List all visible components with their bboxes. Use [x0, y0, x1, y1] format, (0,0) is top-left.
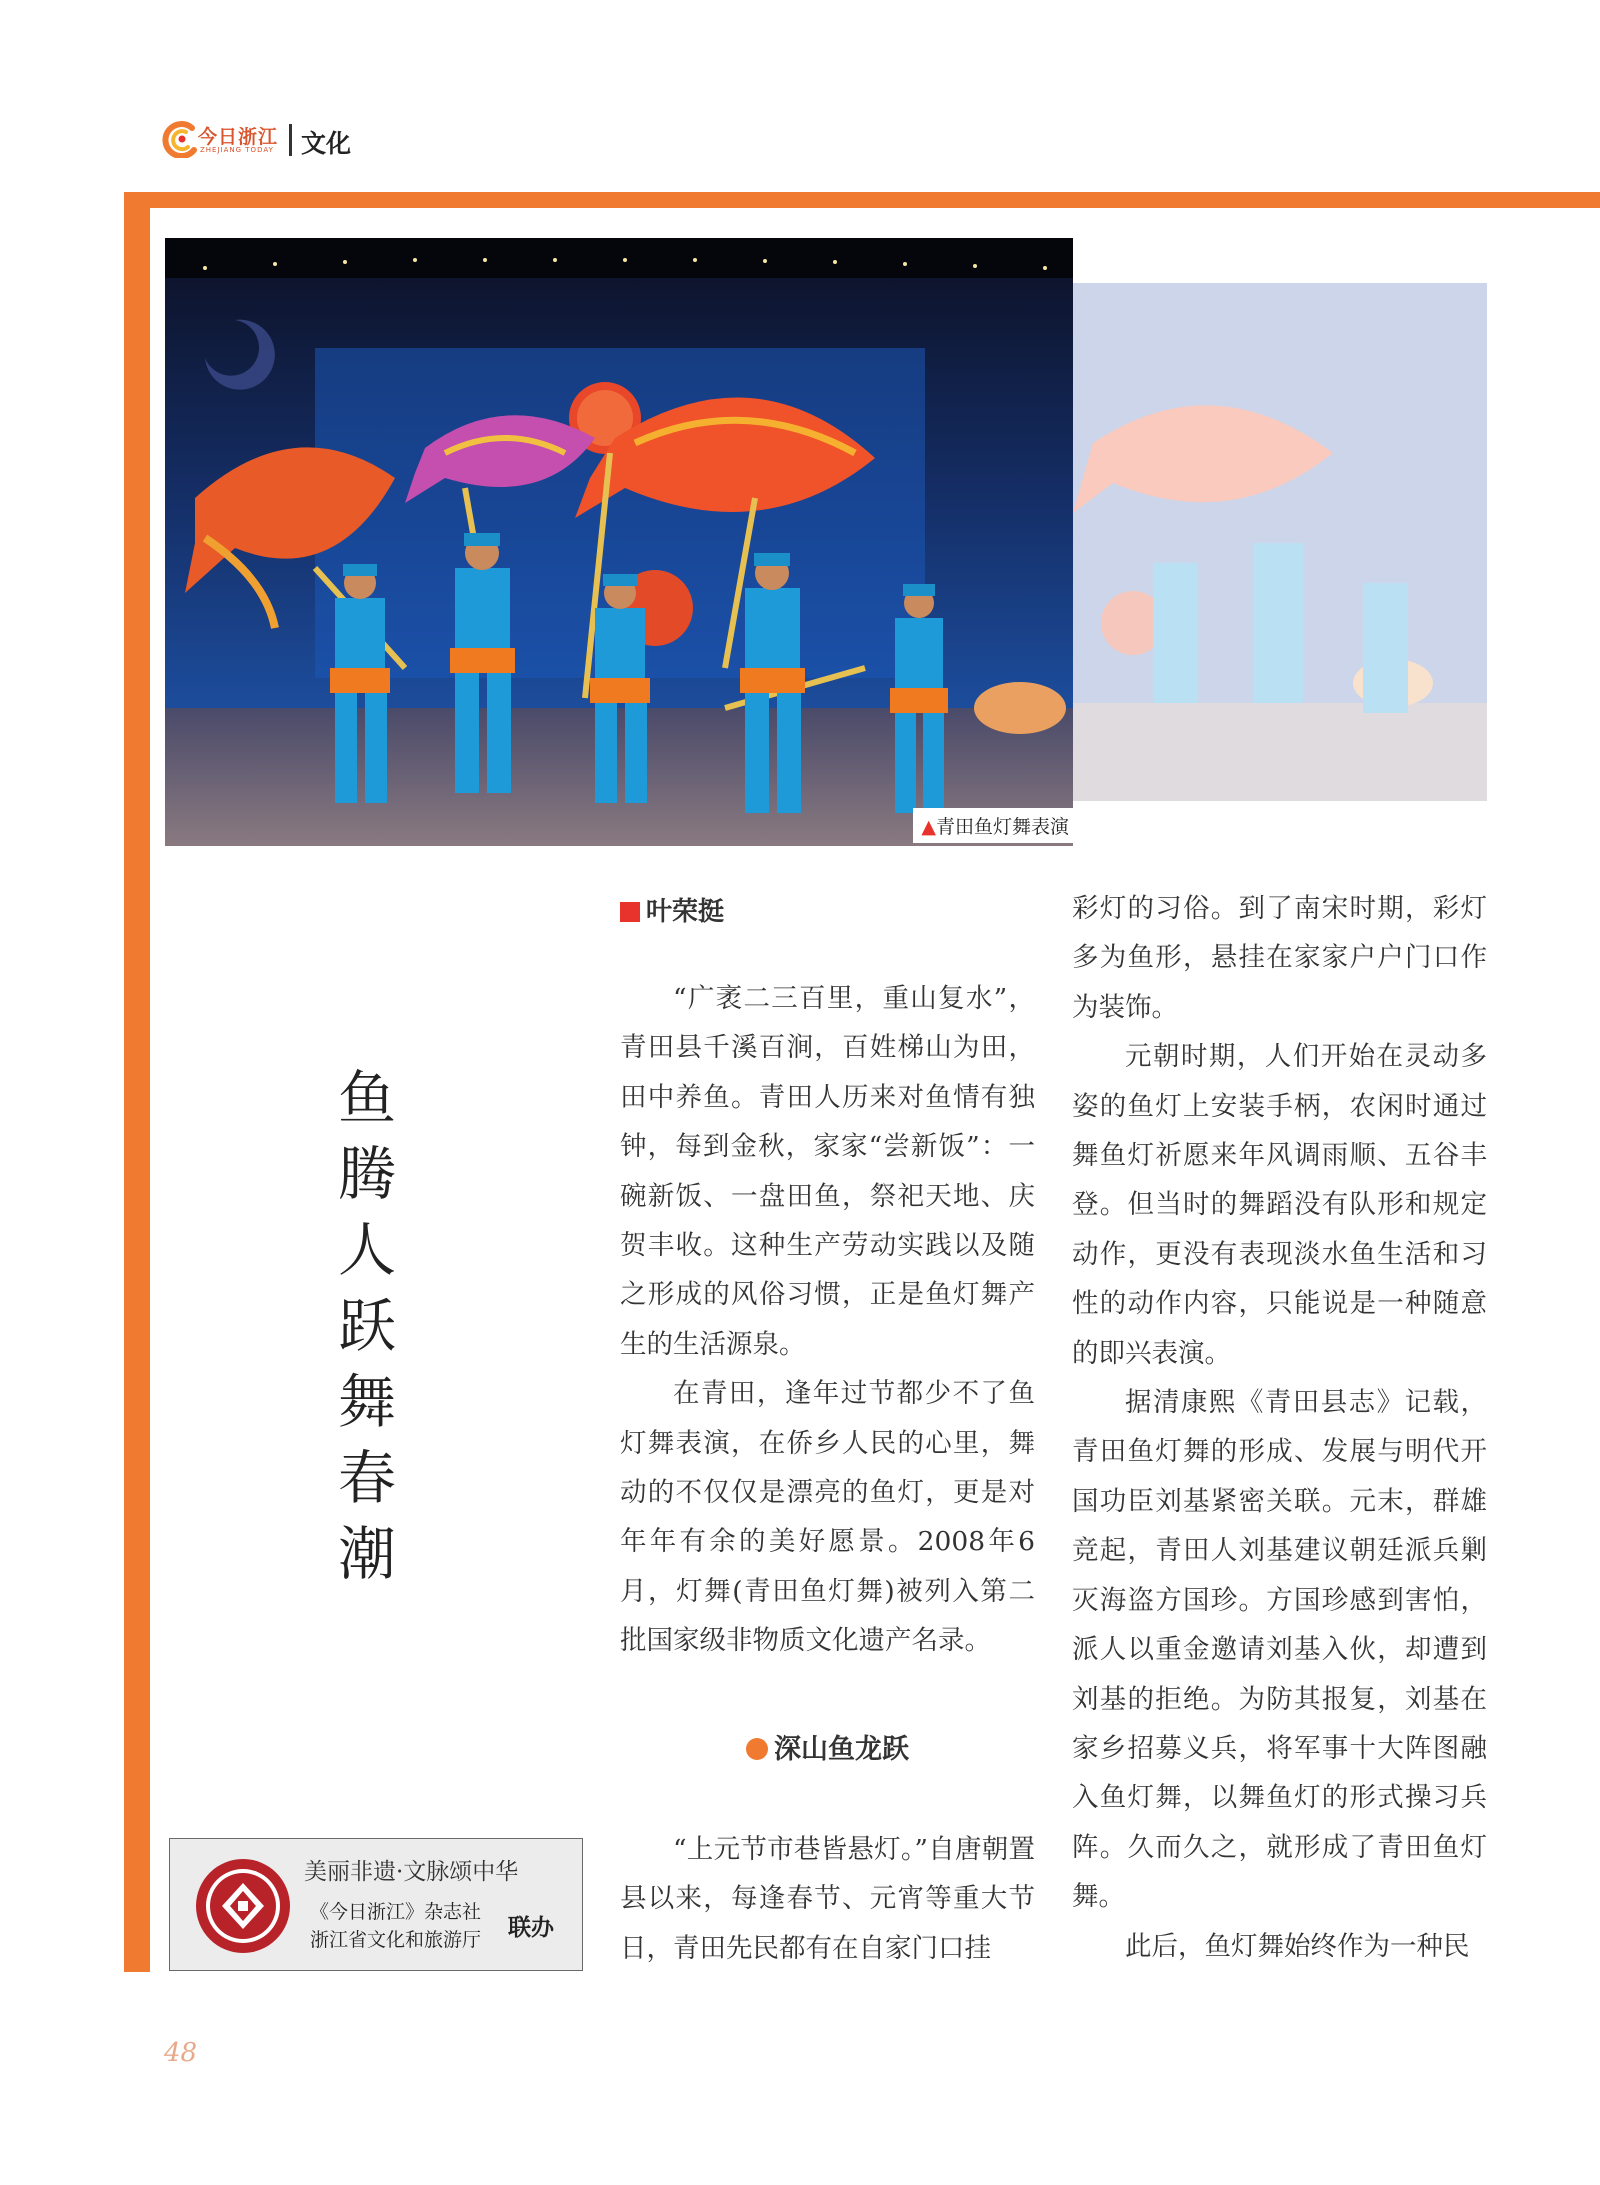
magazine-brand: 今日浙江: [198, 126, 279, 148]
caption-triangle-icon: ▲: [921, 816, 936, 838]
caption-text: 青田鱼灯舞表演: [935, 816, 1069, 838]
paragraph: “上元节市巷皆悬灯。”自唐朝置县以来，每逢春节、元宵等重大节日，青田先民都有在自家门口挂: [620, 1834, 1035, 1964]
header-divider: [289, 124, 292, 156]
faded-photo-ghost: [1073, 283, 1487, 801]
page-number: 48: [164, 2038, 198, 2068]
box-joint-label: 联办: [508, 1915, 554, 1941]
orange-dot-icon: [746, 1738, 768, 1760]
fish-lantern-dance-photo: [165, 238, 1073, 846]
box-organizer-2: 浙江省文化和旅游厅: [310, 1929, 482, 1951]
paragraph: 据清康熙《青田县志》记载，青田鱼灯舞的形成、发展与明代开国功臣刘基紧密关联。元末，群雄竞起，青田人刘基建议朝廷派兵剿灭海盗方国珍。方国珍感到害怕，派人以重金邀请刘基入伙，却遭到刘基的拒绝。为防其报复，刘基在家乡招募义兵，将军事十大阵图融入鱼灯舞，以舞鱼灯的形式操习兵阵。久而久之，就形成了青田鱼灯舞。: [1072, 1387, 1487, 1913]
orange-frame-left: [124, 192, 150, 1972]
article-title: 鱼腾人跃舞春潮: [337, 1064, 396, 1588]
box-slogan: 美丽非遗·文脉颂中华: [304, 1859, 519, 1885]
co-organizer-box: [169, 1838, 583, 1971]
photo-caption: [913, 808, 1079, 843]
section-label: 文化: [301, 129, 352, 158]
box-organizer-1: 《今日浙江》杂志社: [310, 1901, 482, 1923]
paragraph: 在青田，逢年过节都少不了鱼灯舞表演，在侨乡人民的心里，舞动的不仅仅是漂亮的鱼灯，更是对年年有余的美好愿景。2008年6月，灯舞(青田鱼灯舞)被列入第二批国家级非物质文化遗产名录。: [620, 1378, 1035, 1657]
author-line: [620, 891, 724, 928]
section-subhead: [620, 1727, 1035, 1766]
article-column-1-continued: [620, 1825, 1035, 1973]
subhead-text: 深山鱼龙跃: [774, 1734, 909, 1765]
orange-frame-top: [124, 192, 1600, 208]
article-column-2: [1072, 884, 1487, 1971]
article-column-1: [620, 974, 1035, 1666]
paragraph: 元朝时期，人们开始在灵动多姿的鱼灯上安装手柄，农闲时通过舞鱼灯祈愿来年风调雨顺、五谷丰登。但当时的舞蹈没有队形和规定动作，更没有表现淡水鱼生活和习性的动作内容，只能说是一种随意的即兴表演。: [1072, 1041, 1487, 1369]
paragraph: 此后，鱼灯舞始终作为一种民: [1125, 1930, 1470, 1962]
paragraph: “广袤二三百里，重山复水”，青田县千溪百涧，百姓梯山为田，田中养鱼。青田人历来对鱼情有独钟，每到金秋，家家“尝新饭”：一碗新饭、一盘田鱼，祭祀天地、庆贺丰收。这种生产劳动实践以及随之形成的风俗习惯，正是鱼灯舞产生的生活源泉。: [620, 983, 1035, 1360]
heritage-emblem-icon: [194, 1857, 292, 1955]
magazine-brand-english: ZHEJIANG TODAY: [200, 146, 274, 154]
author-name: 叶荣挺: [646, 897, 725, 927]
red-square-icon: [620, 902, 640, 922]
paragraph-continued: 彩灯的习俗。到了南宋时期，彩灯多为鱼形，悬挂在家家户户门口作为装饰。: [1072, 893, 1487, 1023]
